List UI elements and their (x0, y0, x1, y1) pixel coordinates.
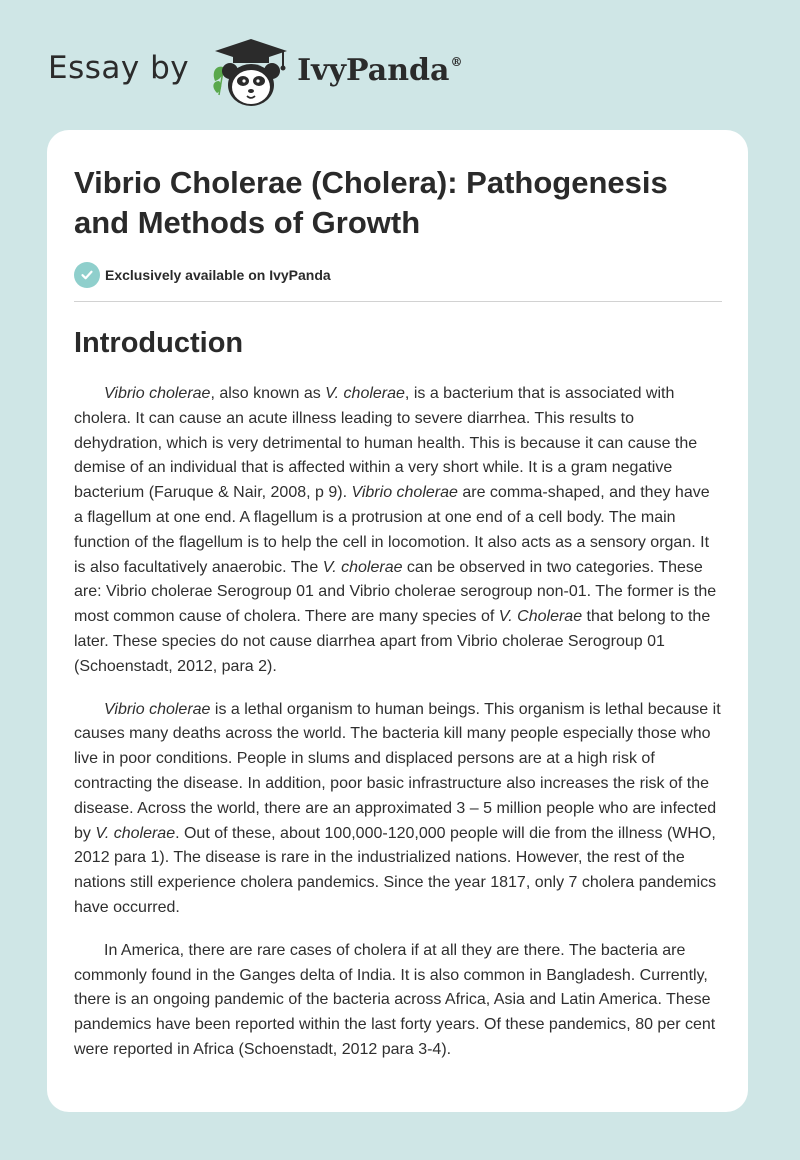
text-run: that belong to the later. These species do not cause diarrhea apart from Vibrio cholerae Serogroup 01 (Schoenstadt, 2012, para 2). (74, 608, 711, 675)
essay-by-label: Essay by (48, 50, 190, 86)
italic-term: V. cholerae (322, 558, 403, 576)
exclusive-badge (74, 261, 722, 289)
essay-body (74, 382, 722, 1063)
text-run: can be observed in two categories. These are: Vibrio cholerae Serogroup 01 and Vibrio cholerae serogroup non-01. The former is the most common cause of cholera. There are many species of (74, 558, 717, 626)
panda-graduate-logo-icon[interactable] (203, 31, 293, 109)
site-header (48, 30, 462, 110)
italic-term: Vibrio cholerae (104, 700, 211, 718)
text-run: is a lethal organism to human beings. This organism is lethal because it causes many deaths across the world. The bacteria kill many people especially those who live in poor conditions. People in slums and displaced persons are at a high risk of contracting the disease. In addition, poor basic infrastructure also increases the risk of the disease. Across the world, there are an approximated 3 – 5 million people who are infected by (74, 700, 721, 842)
title-line-1: Vibrio Cholerae (Cholera): Pathogenesis (74, 165, 668, 200)
italic-term: Vibrio cholerae (104, 385, 211, 402)
text-run: are comma-shaped, and they have a flagellum at one end. A flagellum is a protrusion at one end of a cell body. The main function of the flagellum is to help the cell in locomotion. It also acts as a sensory organ. It is also facultatively anaerobic. The (74, 484, 710, 576)
paragraph-3: In America, there are rare cases of cholera if at all they are there. The bacteria are commonly found in the Ganges delta of India. It is also common in Bangladesh. Currently, there is an ongoing pandemic of the bacteria across Africa, Asia and Latin America. These pandemics have been reported within the last forty years. Of these pandemics, 80 per cent were reported in Africa (Schoenstadt, 2012 para 3-4). (74, 941, 716, 1058)
page-title (74, 163, 722, 243)
italic-term: V. Cholerae (498, 608, 583, 626)
italic-term: Vibrio cholerae (351, 484, 458, 502)
check-circle-icon (74, 262, 100, 288)
paragraph-2 (74, 698, 722, 921)
badge-text: Exclusively available on IvyPanda (105, 267, 331, 283)
essay-card (47, 130, 748, 1112)
brand-text: IvyPanda (297, 52, 450, 88)
text-run: , is a bacterium that is associated with cholera. It can cause an acute illness leading to severe diarrhea. This results to dehydration, which is very detrimental to human health. This is because it can cause the demise of an individual that is affected within a very short while. It is a gram negative bacterium (Faruque & Nair, 2008, p 9). (74, 385, 698, 502)
registered-mark: ® (450, 54, 463, 69)
divider (74, 301, 722, 302)
title-line-2: and Methods of Growth (74, 205, 421, 240)
brand-name[interactable] (297, 53, 462, 88)
text-run: , also known as (210, 385, 326, 402)
italic-term: V. cholerae (95, 824, 176, 842)
paragraph-1 (74, 382, 722, 680)
italic-term: V. cholerae (325, 385, 405, 402)
section-title: Introduction (74, 327, 244, 359)
text-run: . Out of these, about 100,000-120,000 people will die from the illness (WHO, 2012 para 1). The disease is rare in the industrialized nations. However, the rest of the nations still experience cholera pandemics. Since the year 1817, only 7 cholera pandemics have occurred. (74, 824, 717, 916)
